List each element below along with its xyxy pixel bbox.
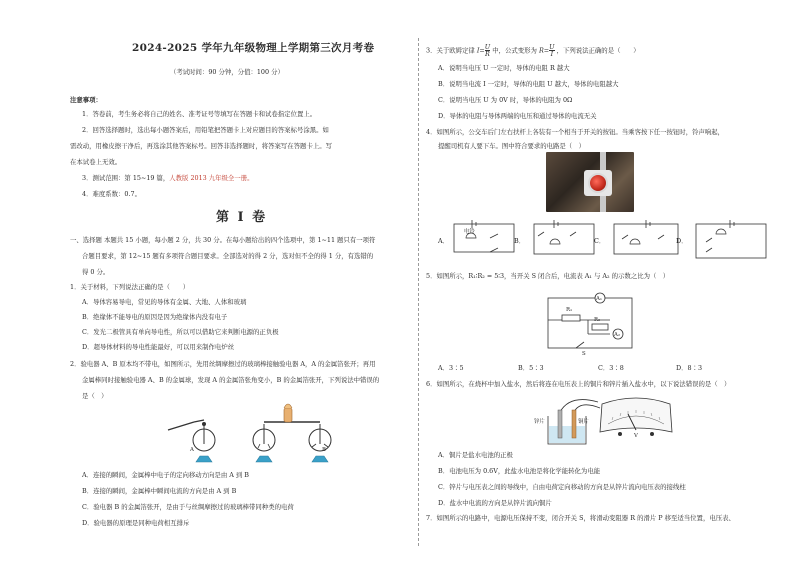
q3-formula-2-lhs: R: [538, 46, 544, 55]
q6-option-b: B．电池电压为 0.6V，此盐水电池是将化学能转化为电能: [438, 467, 601, 475]
q7-stem: 7．如图所示的电路中，电源电压保持不变，闭合开关 S，将滑动变阻器 R 的滑片 P 移至适当位置，电压表、: [426, 514, 735, 522]
q6-stem: 6．如图所示，在烧杯中加入盐水，然后将连在电压表上的铜片和锌片插入盐水中，以下说法错误的是（ ）: [426, 380, 731, 388]
note-3: [82, 174, 254, 182]
q6-option-a: A．铜片是盐水电池的正极: [438, 451, 513, 459]
q5-a1-label: A₁: [596, 296, 603, 302]
q2-option-d: D．验电器的原理是同种电荷相互排斥: [82, 519, 190, 527]
q4-stem-1: 4．如图所示，公交车后门左右扶杆上各装有一个相当于开关的按钮。当乘客按下任一按钮时，铃声响起，: [426, 128, 725, 136]
q6-option-c: C．锌片与电压表之间的导线中，自由电荷定向移动的方向是从锌片流向电压表的接线柱: [438, 483, 686, 491]
q5-a2-label: A₂: [614, 332, 621, 338]
note-1: 1．答卷前，考生务必将自己的姓名、准考证号等填写在答题卡和试卷指定位置上。: [82, 110, 317, 118]
q3-stem: [426, 44, 640, 57]
q4-bell-label: 电铃: [464, 229, 475, 235]
section-intro-3: 得 0 分。: [82, 268, 110, 276]
stop-button-icon: [588, 173, 608, 193]
q5-switch-label: S: [582, 351, 586, 357]
q3-option-d: D．导体的电阻与导体两端的电压和通过导体的电流无关: [438, 112, 597, 120]
q3-formula-1-lhs: I: [476, 46, 480, 55]
q5-circuit: [540, 286, 640, 354]
note-2c: 在本试卷上无效。: [70, 158, 122, 166]
q5-option-c: C．3∶8: [598, 364, 624, 372]
q6-battery-figure: [540, 394, 680, 450]
q3-option-b: B．说明当电流 I 一定时，导体的电阻 U 越大，导体的电阻越大: [438, 80, 619, 88]
q5-option-a: A．3∶5: [438, 364, 464, 372]
q3-formula-2-num: U: [549, 43, 555, 51]
q2-fig-label-b: B: [322, 447, 326, 453]
q4-option-c: C．: [594, 237, 606, 245]
q3-option-a: A．说明当电压 U 一定时，导体的电阻 R 越大: [438, 64, 570, 72]
note-2b: 需改动，用橡皮擦干净后，再选涂其他答案标号。回答非选择题时，将答案写在答题卡上。写: [70, 142, 333, 150]
q3-stem-part-b: 中，公式变形为: [492, 46, 537, 55]
q5-stem: 5．如图所示，R₁∶R₂ = 5∶3，当开关 S 闭合后，电流表 A₁ 与 A₂ 的示数之比为（ ）: [426, 272, 670, 280]
exam-title: 2024-2025 学年九年级物理上学期第三次月考卷: [132, 42, 375, 54]
q5-option-b: B．5∶3: [518, 364, 544, 372]
q6-option-d: D．盐水中电流的方向是从锌片流向铜片: [438, 499, 552, 507]
q1-option-a: A．导体容易导电，常见的导体有金属、大地、人体和玻璃: [82, 298, 247, 306]
q3-formula-1: I= $\frac{U}{R}$: [476, 43, 491, 58]
q6-copper-label: 铜片: [578, 419, 589, 425]
note-2a: 2．回答选择题时，选出每小题答案后，用铅笔把答题卡上对应题目的答案标号涂黑。如: [82, 126, 329, 134]
q3-formula-2-den: I: [550, 50, 554, 58]
bus-button-photo: [546, 152, 634, 212]
q1-option-b: B．绝缘体不能导电的原因是因为绝缘体内没有电子: [82, 313, 228, 321]
q5-r1-label: R₁: [566, 307, 573, 313]
q2-option-a: A．连接的瞬间，金属棒中电子的定向移动方向是由 A 到 B: [82, 471, 250, 479]
q4-option-a: A．: [438, 237, 450, 245]
q3-formula-1-den: R: [485, 50, 490, 58]
notes-heading: 注意事项：: [70, 96, 102, 104]
q3-formula-2: R= $\frac{U}{I}$: [538, 43, 555, 58]
q3-option-c: C．说明当电压 U 为 0V 时，导体的电阻为 0Ω: [438, 96, 573, 104]
exam-info: （考试时间：90 分钟，分值：100 分）: [170, 68, 284, 76]
q5-r2-label: R₂: [594, 317, 601, 323]
note-4: 4．难度系数：0.7。: [82, 190, 141, 198]
column-divider: [418, 38, 419, 546]
q1-option-c: C．发光二极管具有单向导电性，所以可以借助它来判断电源的正负极: [82, 328, 279, 336]
q6-zinc-label: 锌片: [534, 419, 545, 425]
q2-option-c: C．验电器 B 的金属箔张开，是由于与丝绸摩擦过的玻璃棒带同种类的电荷: [82, 503, 294, 511]
note-3-prefix: 3．测试范围：第 15~19 篇，: [82, 174, 170, 182]
section-intro-1: 一、选择题 本题共 15 小题，每小题 2 分，共 30 分。在每小题给出的四个选项中，第 1~11 题只有一项符: [70, 236, 376, 244]
q1-stem: 1．关于材料，下列说法正确的是（ ）: [70, 283, 190, 291]
q2-stem-3: 是（ ）: [82, 392, 108, 400]
note-3-scope: 人教版 2013 九年级全一册。: [169, 174, 254, 182]
section-heading: 第 I 卷: [216, 210, 268, 225]
q5-option-d: D．8∶3: [676, 364, 703, 372]
q2-stem-2: 金属棒同时接触验电器 A、B 的金属球，发现 A 的金属箔张角变小，B 的金属箔张开，下列说法中错误的: [82, 376, 380, 384]
q1-option-d: D．超导体材料的导电性能最好，可以用来制作电炉丝: [82, 343, 235, 351]
q4-option-b: B．: [514, 237, 526, 245]
q3-formula-1-num: U: [484, 43, 491, 51]
q2-option-b: B．连接的瞬间，金属棒中瞬间电流的方向是由 A 到 B: [82, 487, 237, 495]
q3-stem-part-c: ，下列说法正确的是（ ）: [556, 46, 640, 55]
q3-stem-part-a: 3．关于欧姆定律: [426, 46, 475, 55]
q4-stem-2: 提醒司机有人要下车。图中符合要求的电路是（ ）: [438, 142, 585, 150]
q2-stem-1: 2．验电器 A、B 原本均不带电，如图所示，先用丝绸摩擦过的玻璃棒接触验电器 A，A 的金属箔张开；再用: [70, 360, 376, 368]
q6-voltmeter-label: V: [634, 433, 638, 439]
q2-fig-label-a: A: [190, 447, 194, 453]
section-intro-2: 合题目要求，第 12~15 题有多项符合题目要求。全部选对的得 2 分，选对但不全的得 1 分，有选错的: [82, 252, 374, 260]
q4-option-d: D．: [676, 237, 688, 245]
